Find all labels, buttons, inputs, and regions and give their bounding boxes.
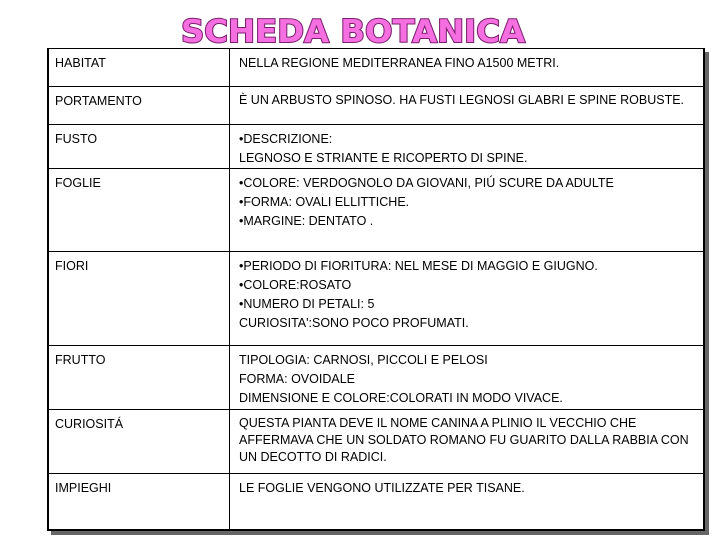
table-row xyxy=(49,169,705,252)
value-line: QUESTA PIANTA DEVE IL NOME CANINA A PLINIO IL VECCHIO CHE AFFERMAVA CHE UN SOLDATO ROMANO FU GUARITO DALLA RABBIA CON UN DECOTTO DI RADICI. xyxy=(239,416,689,464)
value-line: •FORMA: OVALI ELLITTICHE. xyxy=(239,195,410,209)
value-line: È UN ARBUSTO SPINOSO. HA FUSTI LEGNOSI GLABRI E SPINE ROBUSTE. xyxy=(239,93,685,107)
row-label: FOGLIE xyxy=(49,169,230,252)
row-label: HABITAT xyxy=(49,49,230,87)
value-line: •COLORE: VERDOGNOLO DA GIOVANI, PIÚ SCURE DA ADULTE xyxy=(239,176,614,190)
value-line: NELLA REGIONE MEDITERRANEA FINO A1500 METRI. xyxy=(239,56,560,70)
title-text: SCHEDA BOTANICA xyxy=(181,14,525,50)
row-value xyxy=(230,346,706,410)
value-line: TIPOLOGIA: CARNOSI, PICCOLI E PELOSI xyxy=(239,353,488,367)
value-line: FORMA: OVOIDALE xyxy=(239,372,355,386)
table-row xyxy=(49,49,705,87)
table-row xyxy=(49,125,705,169)
row-label: PORTAMENTO xyxy=(49,87,230,125)
row-label: IMPIEGHI xyxy=(49,474,230,530)
row-value xyxy=(230,125,706,169)
row-label: FIORI xyxy=(49,252,230,346)
page-title xyxy=(178,10,528,50)
botanical-table xyxy=(49,48,705,530)
value-line: •MARGINE: DENTATO . xyxy=(239,214,374,228)
value-line: LE FOGLIE VENGONO UTILIZZATE PER TISANE. xyxy=(239,481,525,495)
table-row xyxy=(49,87,705,125)
row-value xyxy=(230,87,706,125)
value-line: CURIOSITA':SONO POCO PROFUMATI. xyxy=(239,316,469,330)
table-row xyxy=(49,474,705,530)
value-line: DIMENSIONE E COLORE:COLORATI IN MODO VIVACE. xyxy=(239,391,563,405)
row-label: FRUTTO xyxy=(49,346,230,410)
value-line: •PERIODO DI FIORITURA: NEL MESE DI MAGGIO E GIUGNO. xyxy=(239,259,598,273)
row-label: FUSTO xyxy=(49,125,230,169)
title-wordart xyxy=(178,10,528,50)
row-value xyxy=(230,474,706,530)
value-line: •NUMERO DI PETALI: 5 xyxy=(239,297,375,311)
value-line: •DESCRIZIONE: xyxy=(239,132,333,146)
table-row xyxy=(49,410,705,474)
row-label: CURIOSITÁ xyxy=(49,410,230,474)
value-line: •COLORE:ROSATO xyxy=(239,278,352,292)
table-row xyxy=(49,252,705,346)
row-value xyxy=(230,410,706,474)
botanical-sheet xyxy=(47,48,705,531)
row-value xyxy=(230,49,706,87)
value-line: LEGNOSO E STRIANTE E RICOPERTO DI SPINE. xyxy=(239,151,528,165)
row-value xyxy=(230,252,706,346)
row-value xyxy=(230,169,706,252)
table-row xyxy=(49,346,705,410)
